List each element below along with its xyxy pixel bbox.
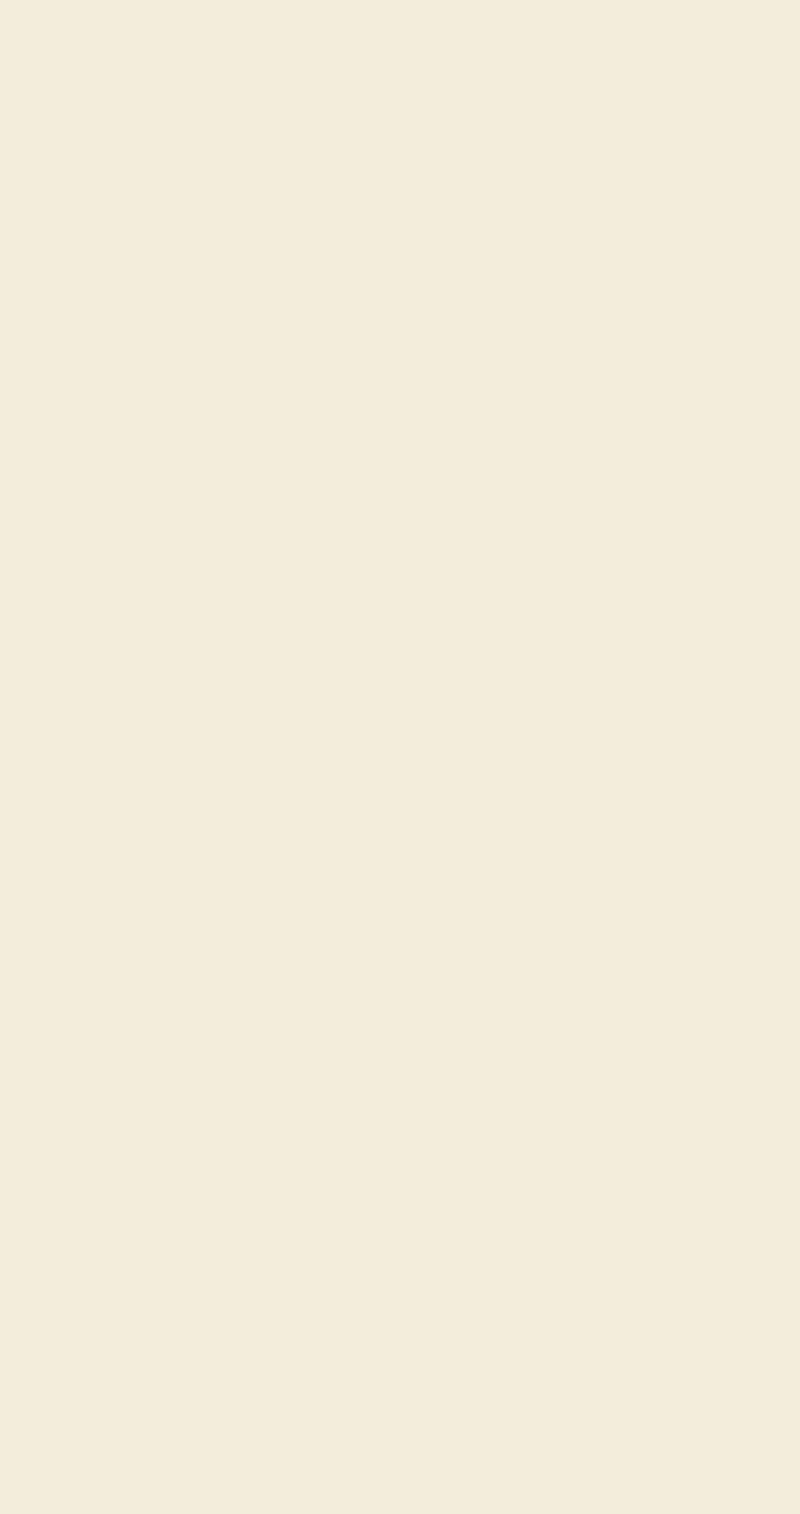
page-header xyxy=(0,30,800,90)
